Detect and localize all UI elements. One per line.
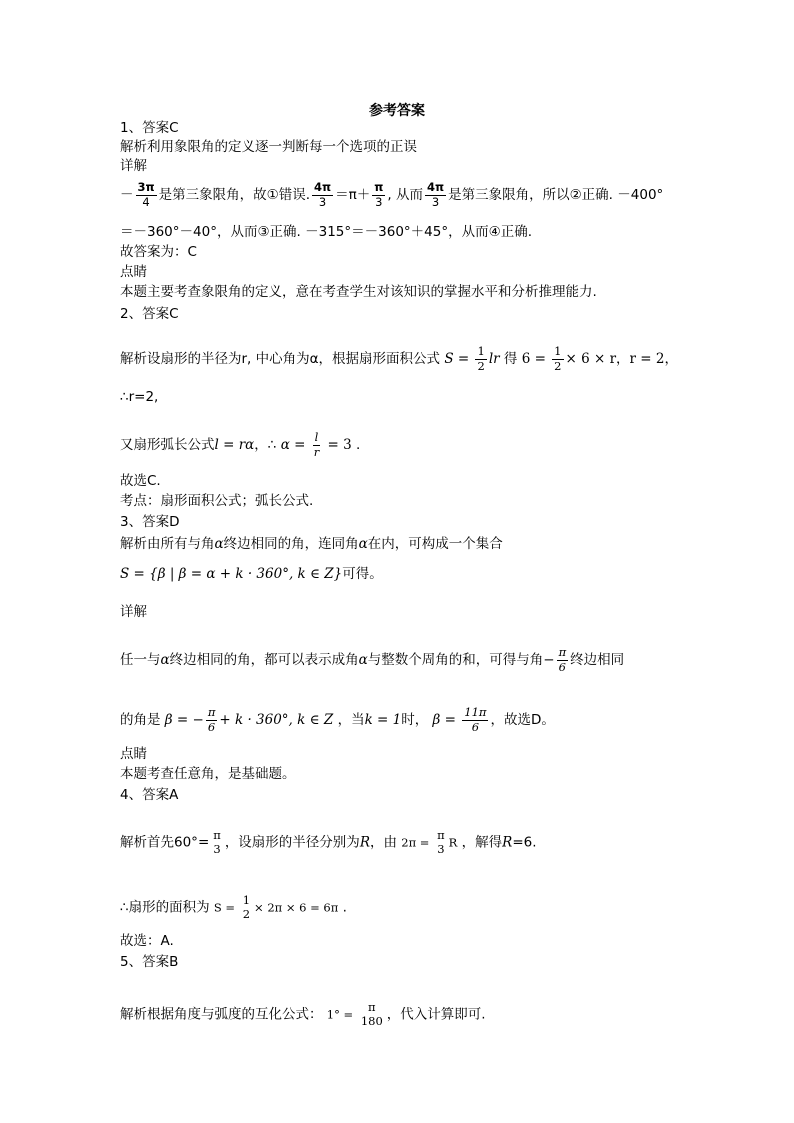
q2-conclusion: 故选C. [120, 473, 161, 489]
q1-detail-line-2: ＝－360°－40°，从而③正确. －315°＝－360°＋45°，从而④正确. [120, 224, 532, 240]
q2-arc-line: 又扇形弧长公式l = rα，∴ α = $\frac{l}{r}$ = 3 . [120, 430, 361, 459]
q3-comment-label: 点睛 [120, 746, 147, 762]
fraction-pi-6: $\frac{\pi}{6}$ [558, 645, 567, 674]
q3-answer: 3、答案D [120, 514, 180, 530]
fraction-pi-3: $\frac{\pi}{3}$ [374, 180, 384, 209]
q1-comment: 本题主要考查象限角的定义，意在考查学生对该知识的掌握水平和分析推理能力. [120, 284, 597, 300]
q1-analysis: 解析利用象限角的定义逐一判断每一个选项的正误 [120, 139, 417, 155]
q4-answer: 4、答案A [120, 787, 179, 803]
q4-conclusion: 故选：A. [120, 933, 174, 949]
q5-analysis: 解析根据角度与弧度的互化公式： 1° = π 180 ，代入计算即可. [120, 1000, 486, 1028]
page-title: 参考答案 [369, 103, 425, 119]
q3-analysis: 解析由所有与角α终边相同的角，连同角α在内，可构成一个集合 [120, 536, 503, 552]
q1-detail-label: 详解 [120, 158, 147, 174]
q3-set-line: S = {β | β = α + k · 360°, k ∈ Z}可得。 [120, 566, 383, 582]
q2-answer: 2、答案C [120, 306, 179, 322]
fraction-4pi-3: $\frac{4\pi}{3}$ [314, 180, 332, 209]
q3-detail-label: 详解 [120, 604, 147, 620]
q1-answer: 1、答案C [120, 120, 179, 136]
fraction-pi-180: π 180 [360, 1000, 383, 1028]
fraction-11pi-6: $\frac{11\pi}{6}$ [464, 705, 487, 734]
q3-detail-line: 任一与α终边相同的角，都可以表示成角α与整数个周角的和，可得与角− $\frac{\pi}{6}$ 终边相同 [120, 645, 625, 674]
q1-conclusion: 故答案为：C [120, 244, 197, 260]
q4-area-line: ∴扇形的面积为 S = 1 2 × 2π × 6 = 6π . [120, 893, 347, 921]
fraction-3pi-4: $\frac{3\pi}{4}$ [137, 180, 155, 209]
q1-comment-label: 点睛 [120, 264, 147, 280]
minus-sign: － [120, 187, 134, 203]
q3-comment: 本题考查任意角，是基础题。 [120, 766, 296, 782]
q4-analysis: 解析首先60°= π 3 ，设扇形的半径分别为R，由 2π = π 3 R ，解得R=6. [120, 828, 537, 856]
fraction-pi-3-r: π 3 [437, 828, 445, 856]
fraction-1-2-b: $\frac{1}{2}$ [554, 344, 562, 373]
fraction-1-2: $\frac{1}{2}$ [477, 344, 485, 373]
fraction-1-2-q4: 1 2 [242, 893, 251, 921]
q3-angle-line: 的角是 β = − $\frac{\pi}{6}$ + k · 360°, k ∈ Z ，当k = 1时， β = $\frac{11\pi}{6}$ ，故选D。 [120, 705, 555, 734]
fraction-l-r: $\frac{l}{r}$ [313, 430, 320, 459]
q1-detail-line-1: － $\frac{3\pi}{4}$ 是第三象限角，故①错误. $\frac{4\pi}{3}$ ＝π＋ $\frac{\pi}{3}$ , 从而 $\frac{4\pi}{3}$ 是第三象限角，所以②正确. －400° [120, 180, 664, 209]
q2-analysis: 解析设扇形的半径为r, 中心角为α，根据扇形面积公式 S = $\frac{1}{2}$ lr 得 6 = $\frac{1}{2}$ × 6 × r，r = 2， [120, 344, 678, 373]
q2-points: 考点：扇形面积公式；弧长公式. [120, 493, 314, 509]
q5-answer: 5、答案B [120, 954, 179, 970]
fraction-pi-3-q4: π 3 [213, 828, 221, 856]
q2-therefore: ∴r=2, [120, 389, 159, 405]
fraction-pi-6-b: $\frac{\pi}{6}$ [207, 705, 216, 734]
fraction-4pi-3-b: $\frac{4\pi}{3}$ [426, 180, 445, 209]
